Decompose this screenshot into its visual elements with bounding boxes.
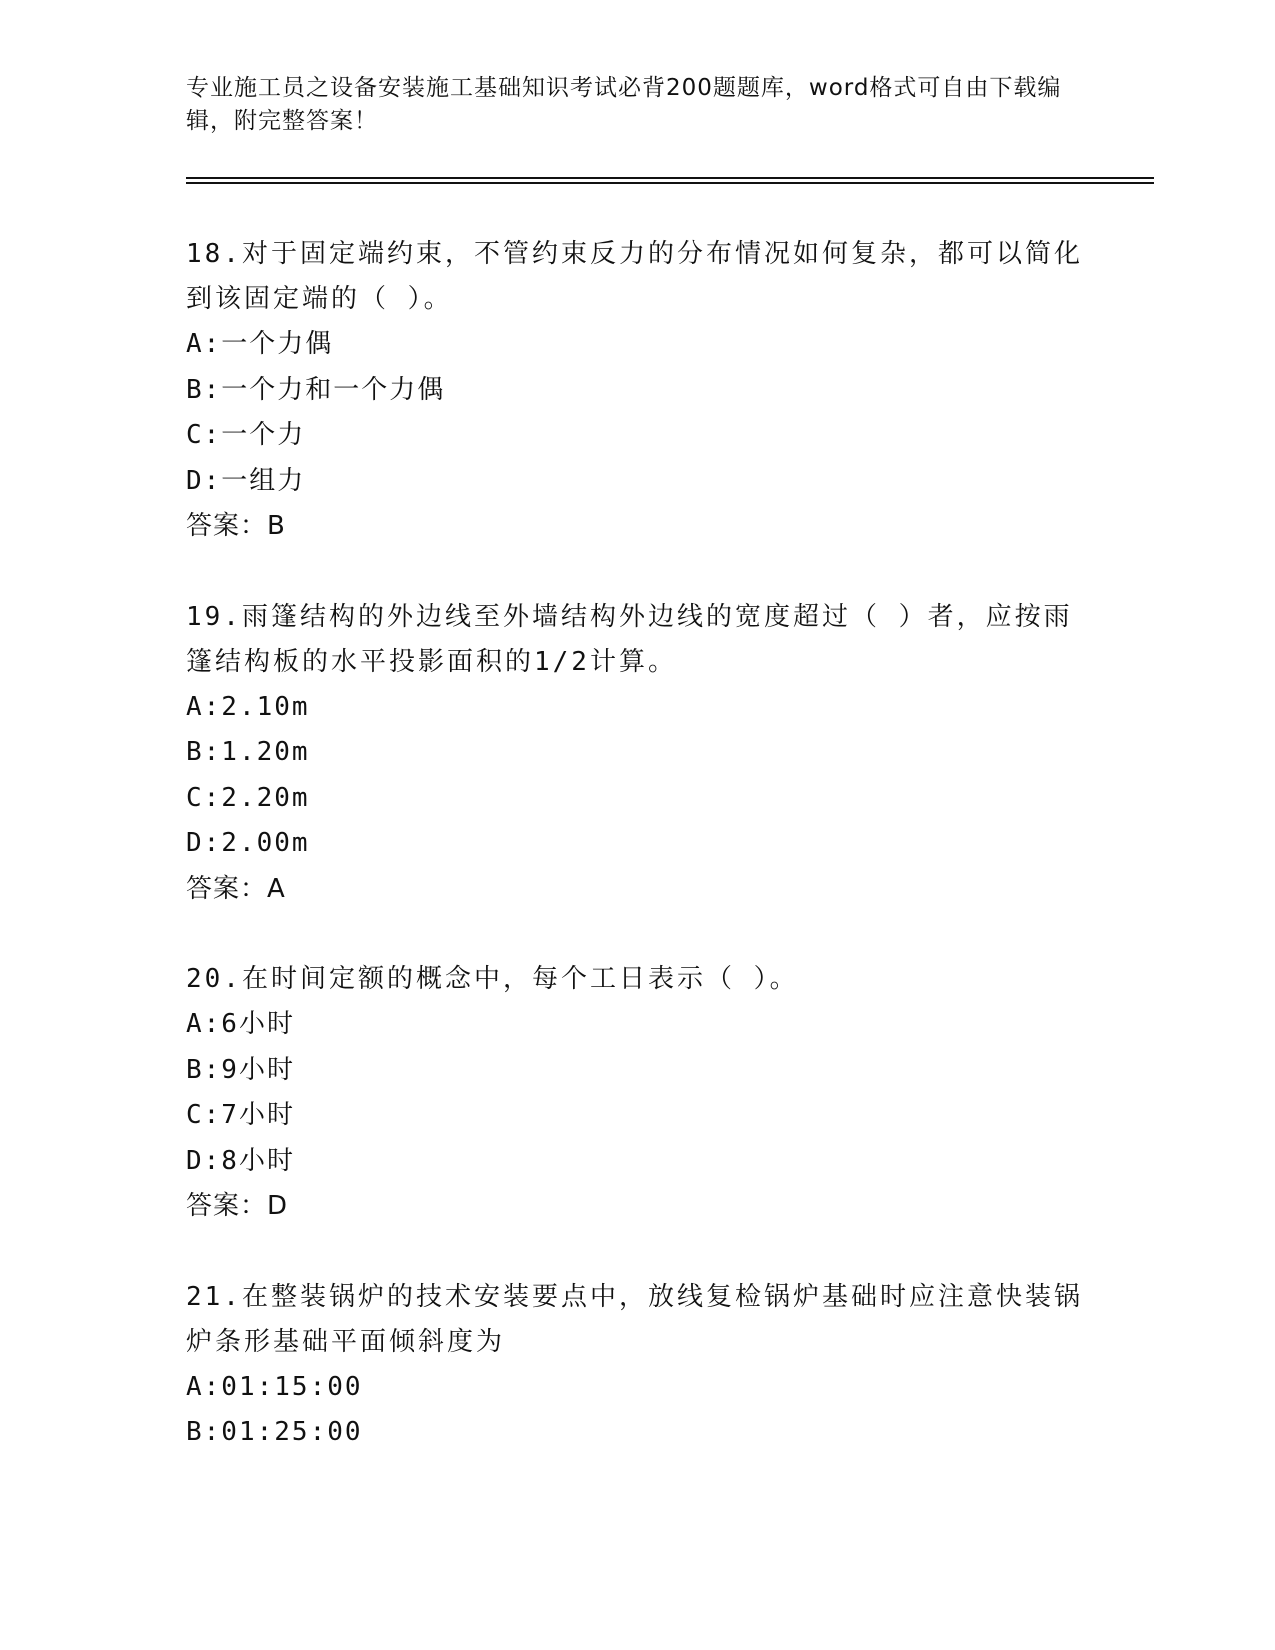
option-d: D:8小时 <box>186 1145 295 1176</box>
option-a: A:2.10m <box>186 691 310 722</box>
option-d: D:2.00m <box>186 828 310 858</box>
question-text: 20.在时间定额的概念中，每个工日表示（ ）。 <box>186 964 799 994</box>
option-c: C:一个力 <box>186 420 306 450</box>
question-21 <box>186 1275 1086 1456</box>
answer-label: 答案：A <box>186 873 286 904</box>
question-list <box>186 232 1086 1501</box>
header-divider-bottom <box>186 182 1154 184</box>
option-d: D:一组力 <box>186 465 306 496</box>
document-header: 专业施工员之设备安装施工基础知识考试必背200题题库，word格式可自由下载编辑，附完整答案！ <box>186 75 1062 134</box>
question-19 <box>186 595 1086 913</box>
option-b: B:一个力和一个力偶 <box>186 374 446 405</box>
question-text: 18.对于固定端约束，不管约束反力的分布情况如何复杂，都可以简化到该固定端的（ ）。 <box>186 239 1083 314</box>
question-text: 19.雨篷结构的外边线至外墙结构外边线的宽度超过（ ）者，应按雨篷结构板的水平投影面积的1/2计算。 <box>186 601 1073 677</box>
option-a: A:一个力偶 <box>186 329 334 359</box>
answer-label: 答案：D <box>186 1191 289 1221</box>
question-20 <box>186 957 1086 1230</box>
question-18 <box>186 232 1086 550</box>
answer-label: 答案：B <box>186 511 286 541</box>
option-a: A:6小时 <box>186 1009 295 1039</box>
option-c: C:7小时 <box>186 1100 295 1130</box>
option-b: B:1.20m <box>186 737 310 767</box>
option-c: C:2.20m <box>186 782 310 813</box>
option-a: A:01:15:00 <box>186 1371 363 1402</box>
question-text: 21.在整装锅炉的技术安装要点中，放线复检锅炉基础时应注意快装锅炉条形基础平面倾斜度为 <box>186 1281 1083 1357</box>
option-b: B:01:25:00 <box>186 1417 363 1447</box>
header-divider-top <box>186 177 1154 179</box>
option-b: B:9小时 <box>186 1054 295 1085</box>
